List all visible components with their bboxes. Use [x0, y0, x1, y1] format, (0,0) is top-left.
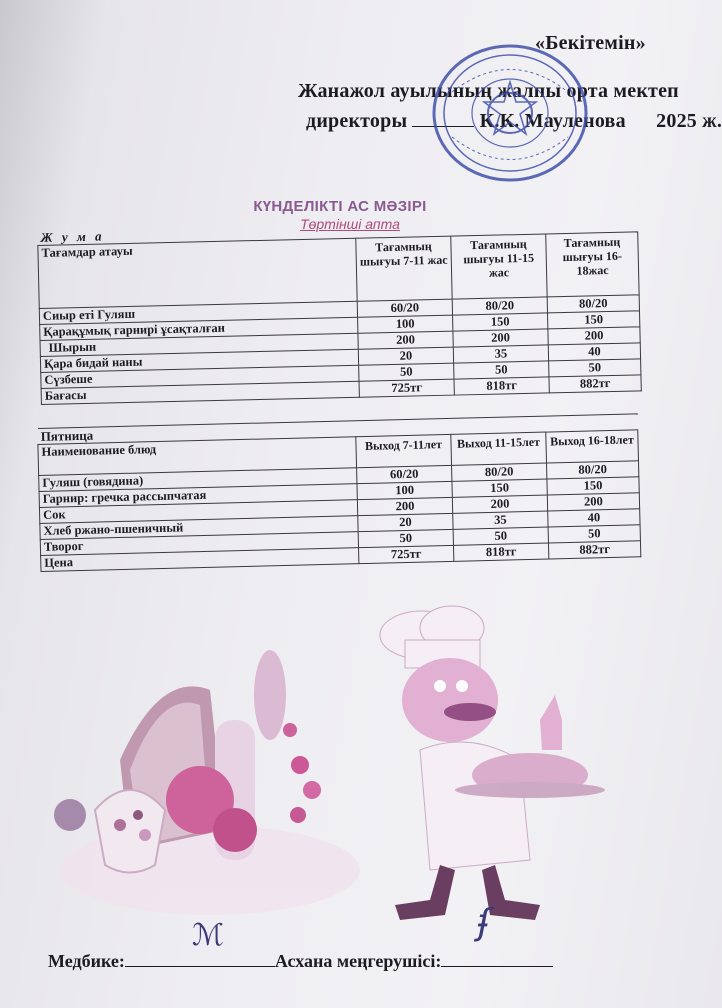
dish-name: Сиыр еті Гуляш — [39, 301, 357, 324]
portion-value: 20 — [358, 347, 453, 365]
portion-value: 50 — [454, 361, 549, 379]
dish-name: Гарнир: гречка рассыпчатая — [39, 484, 357, 508]
dish-name: Қарақұмық гарнирі ұсақталған — [40, 317, 358, 340]
portion-value: 40 — [548, 509, 640, 527]
portion-value: 150 — [548, 311, 640, 329]
portion-value: 80/20 — [452, 463, 547, 481]
portion-value: 200 — [453, 329, 548, 347]
portion-value: 50 — [359, 363, 454, 381]
approval-label: «Бекітемін» — [535, 32, 646, 54]
signature-icon: ℳ — [192, 918, 225, 953]
signature-icon: ʄ — [478, 902, 491, 943]
price-label: Бағасы — [41, 381, 359, 404]
column-header: Выход 7-11лет — [356, 434, 452, 467]
portion-value: 80/20 — [547, 461, 639, 479]
director-name: К.К. Мауленова — [479, 110, 626, 132]
price-value: 818тг — [454, 377, 549, 395]
portion-value: 50 — [548, 525, 640, 543]
portion-value: 20 — [358, 513, 453, 531]
price-label: Цена — [41, 548, 359, 572]
column-header: Наименование блюд — [38, 437, 357, 476]
director-label: директоры — [306, 110, 408, 132]
column-header: Тағамның шығуы 11-15 жас — [451, 234, 547, 299]
food-illustration-icon — [54, 650, 360, 915]
portion-value: 35 — [453, 345, 548, 363]
portion-value: 40 — [548, 343, 640, 361]
footer-signatures — [48, 950, 553, 972]
year: 2025 ж. — [656, 110, 722, 132]
portion-value: 100 — [358, 315, 453, 333]
dish-name: Гуляш (говядина) — [39, 468, 357, 492]
dish-name: Сүзбеше — [41, 365, 359, 388]
nurse-label: Медбике: — [48, 951, 125, 971]
dish-name: Қара бидай наны — [40, 349, 358, 372]
day-label-ru: Пятница — [38, 414, 638, 445]
price-value: 882тг — [549, 375, 641, 393]
day-label-kz: Ж у м а — [37, 216, 637, 245]
portion-value: 50 — [549, 359, 641, 377]
portion-value: 50 — [358, 529, 453, 547]
menu-table-ru — [37, 413, 641, 572]
portion-value: 100 — [357, 481, 452, 499]
dish-name: Шырын — [40, 333, 358, 356]
dish-name: Хлеб ржано-пшеничный — [40, 516, 358, 540]
price-value: 882тг — [548, 541, 640, 559]
official-stamp-icon — [430, 42, 590, 184]
column-header: Выход 11-15лет — [451, 432, 547, 465]
column-header: Тағамның шығуы 16-18жас — [546, 232, 639, 297]
dish-name: Творог — [40, 532, 358, 556]
portion-value: 200 — [357, 497, 452, 515]
portion-value: 150 — [547, 477, 639, 495]
decorative-illustration — [50, 600, 650, 940]
portion-value: 50 — [453, 527, 548, 545]
price-value: 725тг — [359, 545, 454, 563]
chef-illustration-icon — [380, 606, 605, 920]
portion-value: 200 — [358, 331, 453, 349]
portion-value: 35 — [453, 511, 548, 529]
portion-value: 200 — [452, 495, 547, 513]
portion-value: 150 — [452, 479, 547, 497]
portion-value: 80/20 — [547, 295, 639, 313]
portion-value: 80/20 — [452, 297, 547, 315]
portion-value: 200 — [547, 493, 639, 511]
canteen-label: Асхана меңгерушісі: — [274, 951, 442, 971]
portion-value: 150 — [453, 313, 548, 331]
week-title: Төртінші апта — [300, 216, 400, 232]
dish-name: Сок — [39, 500, 357, 524]
portion-value: 60/20 — [357, 465, 452, 483]
price-value: 725тг — [359, 379, 454, 397]
portion-value: 60/20 — [357, 299, 452, 317]
menu-title: КҮНДЕЛІКТІ АС МӘЗІРІ — [253, 198, 427, 215]
menu-table-kz — [37, 216, 642, 405]
school-name: Жанажол ауылының жалпы орта мектеп — [298, 80, 679, 102]
column-header: Выход 16-18лет — [546, 430, 639, 463]
price-value: 818тг — [453, 543, 548, 561]
portion-value: 200 — [548, 327, 640, 345]
column-header: Тағамдар атауы — [38, 238, 357, 308]
column-header: Тағамның шығуы 7-11 жас — [356, 236, 452, 301]
